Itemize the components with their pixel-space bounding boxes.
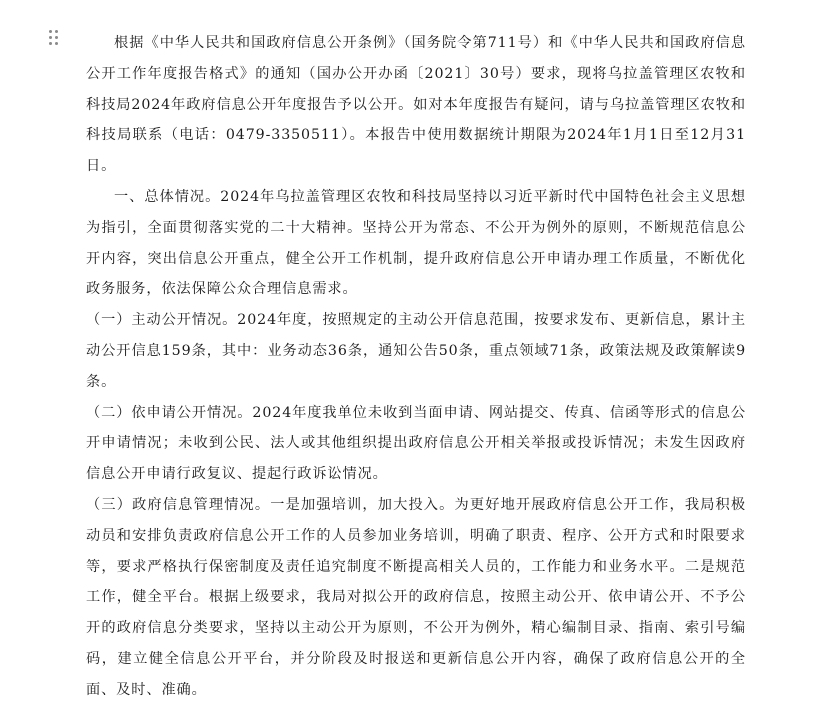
paragraph-request-disclosure: （二）依申请公开情况。2024年度我单位未收到当面申请、网站提交、传真、信函等形式的信息公开申请情况；未收到公民、法人或其他组织提出政府信息公开相关举报或投诉情况；未发生因政府信息公开申请行政复议、提起行政诉讼情况。 <box>86 404 746 483</box>
drag-handle-icon[interactable] <box>49 30 59 46</box>
paragraph-info-management: （三）政府信息管理情况。一是加强培训，加大投入。为更好地开展政府信息公开工作，我局积极动员和安排负责政府信息公开工作的人员参加业务培训，明确了职责、程序、公开方式和时限要求等，要求严格执行保密制度及责任追究制度不断提高相关人员的，工作能力和业务水平。二是规范工作，健全平台。根据上级要求，我局对拟公开的政府信息，按照主动公开、依申请公开、不予公开的政府信息分类要求，坚持以主动公开为原则，不公开为例外，精心编制目录、指南、索引号编码，建立健全信息公开平台，并分阶段及时报送和更新信息公开内容，确保了政府信息公开的全面、及时、准确。 <box>86 496 746 698</box>
document-body <box>86 28 746 706</box>
paragraph-active-disclosure: （一）主动公开情况。2024年度，按照规定的主动公开信息范围，按要求发布、更新信息，累计主动公开信息159条，其中：业务动态36条，通知公告50条，重点领域71条，政策法规及政策解读9条。 <box>86 312 746 390</box>
paragraph-overview: 一、总体情况。2024年乌拉盖管理区农牧和科技局坚持以习近平新时代中国特色社会主义思想为指引，全面贯彻落实党的二十大精神。坚持公开为常态、不公开为例外的原则，不断规范信息公开内容，突出信息公开重点，健全公开工作机制，提升政府信息公开申请办理工作质量，不断优化政务服务，依法保障公众合理信息需求。 <box>86 188 746 298</box>
paragraph-intro: 根据《中华人民共和国政府信息公开条例》（国务院令第711号）和《中华人民共和国政府信息公开工作年度报告格式》的通知（国办公开办函〔2021〕30号）要求，现将乌拉盖管理区农牧和科技局2024年政府信息公开年度报告予以公开。如对本年度报告有疑问，请与乌拉盖管理区农牧和科技局联系（电话：0479-3350511）。本报告中使用数据统计期限为2024年1月1日至12月31日。 <box>86 35 746 175</box>
